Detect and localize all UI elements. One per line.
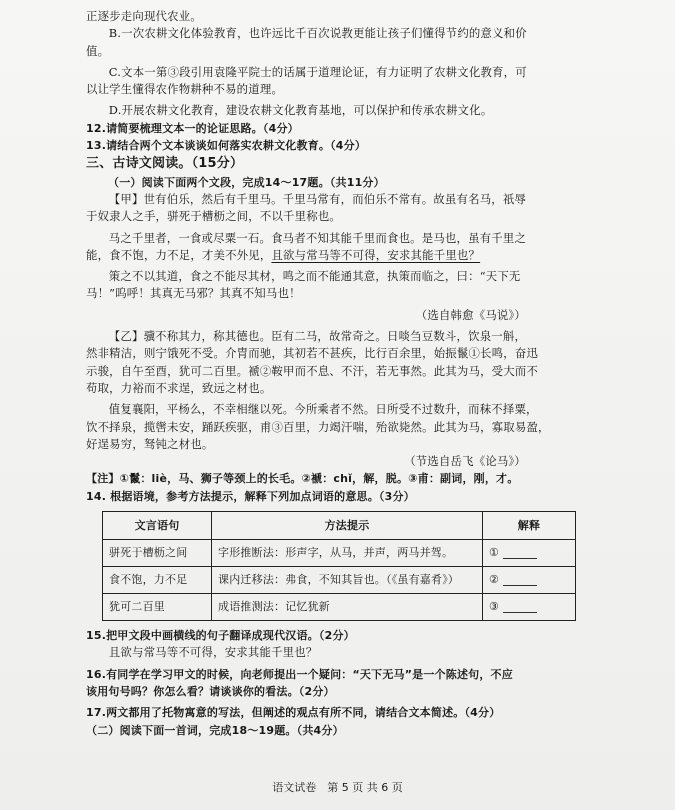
question-17: 17.两文都用了托物寓意的写法，但阐述的观点有所不同，请结合文本简述。（4分） <box>86 706 501 720</box>
method-table <box>102 511 576 621</box>
table-cell-answer[interactable] <box>483 540 576 567</box>
passage-yi-line: 苟取，力裕而不求逞，致远之材也。 <box>86 380 272 395</box>
question-16: 该用句号吗？你怎么看？请谈谈你的看法。（2分） <box>86 684 335 698</box>
question-14: 14. 根据语境，参考方法提示，解释下列加点词语的意思。（3分） <box>86 489 415 503</box>
passage-yi-line: 值复襄阳，平杨么，不幸相继以死。今所乘者不然。日所受不过数升，而秣不择粟， <box>108 402 538 417</box>
table-row <box>103 540 576 567</box>
footnote: 【注】①鬣：liè，马、狮子等颈上的长毛。②褫：chǐ，解，脱。③甫：副词，刚，才。 <box>86 472 519 486</box>
passage-text: 能，食不饱，力不足，才美不外见， <box>86 247 272 262</box>
table-cell-sentence: 食不饱，力不足 <box>103 567 212 594</box>
table-cell-sentence: 骈死于槽枥之间 <box>103 540 212 567</box>
passage-yi-line: 【乙】骥不称其力，称其德也。臣有二马，故常奇之。日啖刍豆数斗，饮泉一斛， <box>108 329 527 344</box>
answer-blank[interactable] <box>503 548 537 559</box>
sub-section-heading: （一）阅读下面两个文段，完成14～17题。（共11分） <box>108 175 385 189</box>
passage-yi-line: 饮不择泉，揽辔未安，踊跃疾驱，甫③百里，力竭汗喘，殆欲毙然。此其为马，寡取易盈， <box>86 419 550 434</box>
question-15-sentence: 且欲与常马等不可得，安求其能千里也？ <box>108 645 318 660</box>
underlined-sentence: 且欲与常马等不可得，安求其能千里也？ <box>271 247 481 262</box>
text-line: 正逐步走向现代农业。 <box>86 9 202 23</box>
question-15: 15.把甲文段中画横线的句子翻译成现代汉语。（2分） <box>86 629 355 643</box>
table-header-row <box>103 512 576 540</box>
table-cell-answer[interactable] <box>483 594 576 621</box>
page-content <box>86 8 596 739</box>
passage-jia-line <box>86 247 596 264</box>
text-line: 以让学生懂得农作物耕种不易的道理。 <box>86 82 284 97</box>
source-attribution: （节选自岳飞《论马》） <box>404 454 526 469</box>
passage-jia-line: 马之千里者，一食或尽粟一石。食马者不知其能千里而食也。是马也，虽有千里之 <box>108 230 527 245</box>
passage-yi-line: 好逞易穷，驽钝之材也。 <box>86 436 214 451</box>
table-row <box>103 594 576 621</box>
question-12: 12.请简要梳理文本一的论证思路。（4分） <box>86 121 299 135</box>
question-16: 16.有同学在学习甲文的时候，向老师提出一个疑问：“天下无马”是一个陈述句，不应 <box>86 667 513 681</box>
option-d: D.开展农耕文化教育，建设农耕文化教育基地，可以保护和传承农耕文化。 <box>108 103 493 118</box>
answer-mark: ② <box>489 573 500 587</box>
passage-yi-line: 示骏，自午至酉，犹可二百里。褫②鞍甲而不息、不汗，若无事然。此其为马，受大而不 <box>86 363 539 378</box>
passage-jia-line: 于奴隶人之手，骈死于槽枥之间，不以千里称也。 <box>86 209 341 224</box>
option-b: B.一次农耕文化体验教育，也许远比千百次说教更能让孩子们懂得节约的意义和价 <box>108 26 527 41</box>
table-header: 文言语句 <box>103 512 212 540</box>
table-cell-answer[interactable] <box>483 567 576 594</box>
answer-blank[interactable] <box>503 575 537 586</box>
passage-yi-line: 然非精洁，则宁饿死不受。介胄而驰，其初若不甚疾，比行百余里，始振鬣①长鸣，奋迅 <box>86 346 539 361</box>
table-row <box>103 567 576 594</box>
passage-jia-line: 【甲】世有伯乐，然后有千里马。千里马常有，而伯乐不常有。故虽有名马，祇辱 <box>108 191 527 206</box>
table-cell-hint: 课内迁移法：弗食，不知其旨也。（《虽有嘉肴》） <box>212 567 483 594</box>
text-line: 值。 <box>86 43 110 58</box>
page-footer: 语文试卷 第 5 页 共 6 页 <box>272 781 403 794</box>
option-c: C.文本一第③段引用袁隆平院士的话属于道理论证，有力证明了农耕文化教育，可 <box>108 64 527 79</box>
table-cell-hint: 成语推测法：记忆犹新 <box>212 594 483 621</box>
answer-mark: ① <box>489 546 500 560</box>
answer-blank[interactable] <box>503 602 537 613</box>
question-13: 13.请结合两个文本谈谈如何落实农耕文化教育。（4分） <box>86 139 367 153</box>
source-attribution: （选自韩愈《马说》） <box>415 307 526 322</box>
table-cell-hint: 字形推断法：形声字，从马，并声，两马并驾。 <box>212 540 483 567</box>
table-header: 方法提示 <box>212 512 483 540</box>
answer-mark: ③ <box>489 600 500 614</box>
table-header: 解释 <box>483 512 576 540</box>
section-heading: 三、古诗文阅读。（15分） <box>86 156 244 172</box>
passage-jia-line: 策之不以其道，食之不能尽其材，鸣之而不能通其意，执策而临之，曰：“天下无 <box>108 269 521 284</box>
sub-section-heading: （二）阅读下面一首词，完成18～19题。（共4分） <box>86 723 344 737</box>
table-cell-sentence: 犹可二百里 <box>103 594 212 621</box>
passage-jia-line: 马！”呜呼！其真无马邪？其真不知马也！ <box>86 286 301 301</box>
